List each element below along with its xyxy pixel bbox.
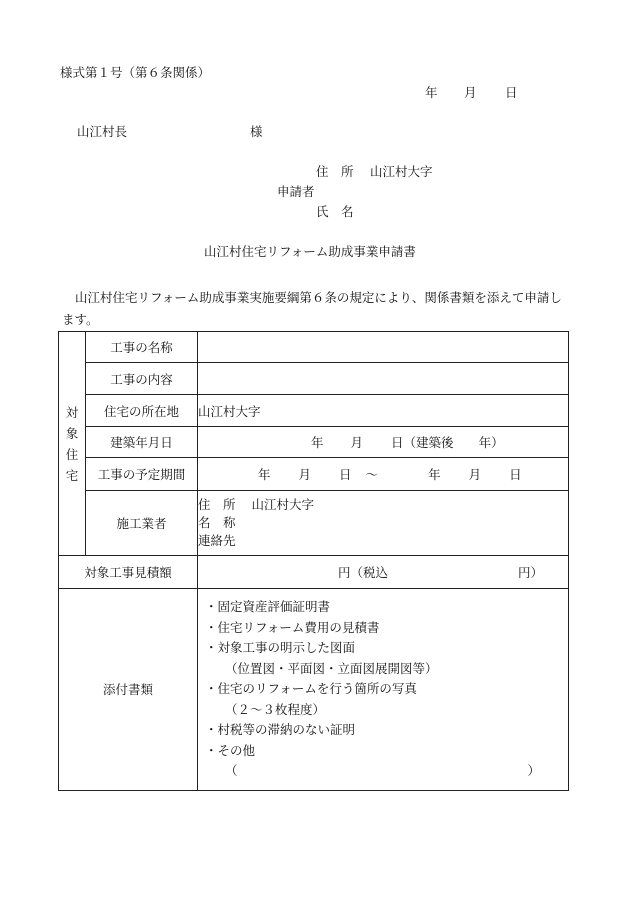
schedule-start-month: 月	[298, 467, 312, 482]
schedule-end-day: 日	[509, 467, 522, 482]
contractor-label: 施工業者	[86, 491, 198, 556]
addressee-honorific: 様	[250, 124, 263, 139]
attachment-item: ・その他	[205, 742, 256, 758]
row-work-content	[59, 363, 569, 395]
contractor-contact-label: 連絡先	[198, 533, 236, 548]
attachment-item: ・住宅リフォーム費用の見積書	[205, 619, 380, 635]
row-attachments	[59, 589, 569, 791]
after-build-unit: 年）	[478, 435, 504, 450]
row-schedule	[59, 458, 569, 491]
group-char: 宅	[65, 467, 79, 483]
contractor-address-value: 山江村大字	[251, 497, 315, 512]
date-month-label: 月	[464, 85, 477, 100]
attachments-field	[198, 589, 569, 791]
intro-paragraph: 山江村住宅リフォーム助成事業実施要綱第６条の規定により、関係書類を添えて申請します。	[62, 290, 562, 327]
date-day-label: 日	[505, 85, 518, 100]
work-content-label: 工事の内容	[86, 363, 198, 395]
house-location-label: 住宅の所在地	[86, 395, 198, 427]
row-house-location	[59, 395, 569, 427]
row-contractor	[59, 491, 569, 556]
date-year-label: 年	[425, 85, 438, 100]
addressee-name: 山江村長	[77, 124, 128, 139]
work-name-label: 工事の名称	[86, 332, 198, 363]
attachment-item: ・対象工事の明示した図面	[205, 640, 356, 655]
other-open-paren: （	[225, 763, 238, 778]
schedule-label: 工事の予定期間	[86, 458, 198, 491]
schedule-start-year: 年	[258, 467, 271, 482]
group-char: 象	[65, 425, 79, 441]
other-close-paren: ）	[527, 763, 541, 778]
attachment-other-input[interactable]	[205, 761, 568, 782]
estimate-yen-close: 円）	[518, 565, 544, 580]
schedule-field[interactable]	[198, 458, 569, 491]
applicant-address-value: 山江村大字	[370, 164, 433, 179]
target-house-group-label	[59, 332, 86, 556]
applicant-name-label: 氏 名	[316, 204, 354, 219]
application-table	[58, 331, 569, 791]
row-build-date	[59, 427, 569, 458]
applicant-role-label: 申請者	[277, 184, 315, 199]
build-month-unit: 月	[350, 435, 364, 450]
schedule-end-month: 月	[468, 467, 482, 482]
applicant-address-label: 住 所	[316, 164, 354, 179]
schedule-start-day: 日	[339, 467, 352, 482]
contractor-name-label: 名 称	[198, 515, 236, 530]
contractor-address-label: 住 所	[198, 497, 236, 512]
attachment-item-note: （位置図・平面図・立面図展開図等）	[225, 660, 438, 676]
row-estimate	[59, 556, 569, 589]
attachment-item: ・住宅のリフォームを行う箇所の写真	[205, 681, 417, 696]
group-char: 対	[65, 404, 79, 420]
row-work-name	[59, 332, 569, 363]
house-location-field[interactable]: 山江村大字	[198, 395, 569, 427]
group-char: 住	[65, 446, 79, 462]
document-title: 山江村住宅リフォーム助成事業申請書	[204, 244, 416, 259]
form-number: 様式第１号（第６条関係）	[60, 65, 211, 80]
after-build-label: （建築後	[403, 435, 454, 450]
estimate-field[interactable]	[198, 556, 569, 589]
build-date-label: 建築年月日	[86, 427, 198, 458]
attachment-item: ・固定資産評価証明書	[205, 599, 331, 614]
attachment-item-note: （２～３枚程度）	[225, 701, 326, 717]
work-content-field[interactable]	[198, 363, 569, 395]
attachment-item: ・村税等の滞納のない証明	[205, 722, 356, 737]
work-name-field[interactable]	[198, 332, 569, 363]
build-year-unit: 年	[311, 435, 324, 450]
contractor-field[interactable]	[198, 491, 569, 556]
attachments-label: 添付書類	[59, 589, 198, 791]
build-date-field[interactable]	[198, 427, 569, 458]
estimate-yen: 円（税込	[338, 565, 389, 580]
schedule-end-year: 年	[428, 467, 441, 482]
estimate-label: 対象工事見積額	[59, 556, 198, 589]
schedule-separator: ～	[365, 467, 379, 482]
build-day-unit: 日	[391, 435, 404, 450]
